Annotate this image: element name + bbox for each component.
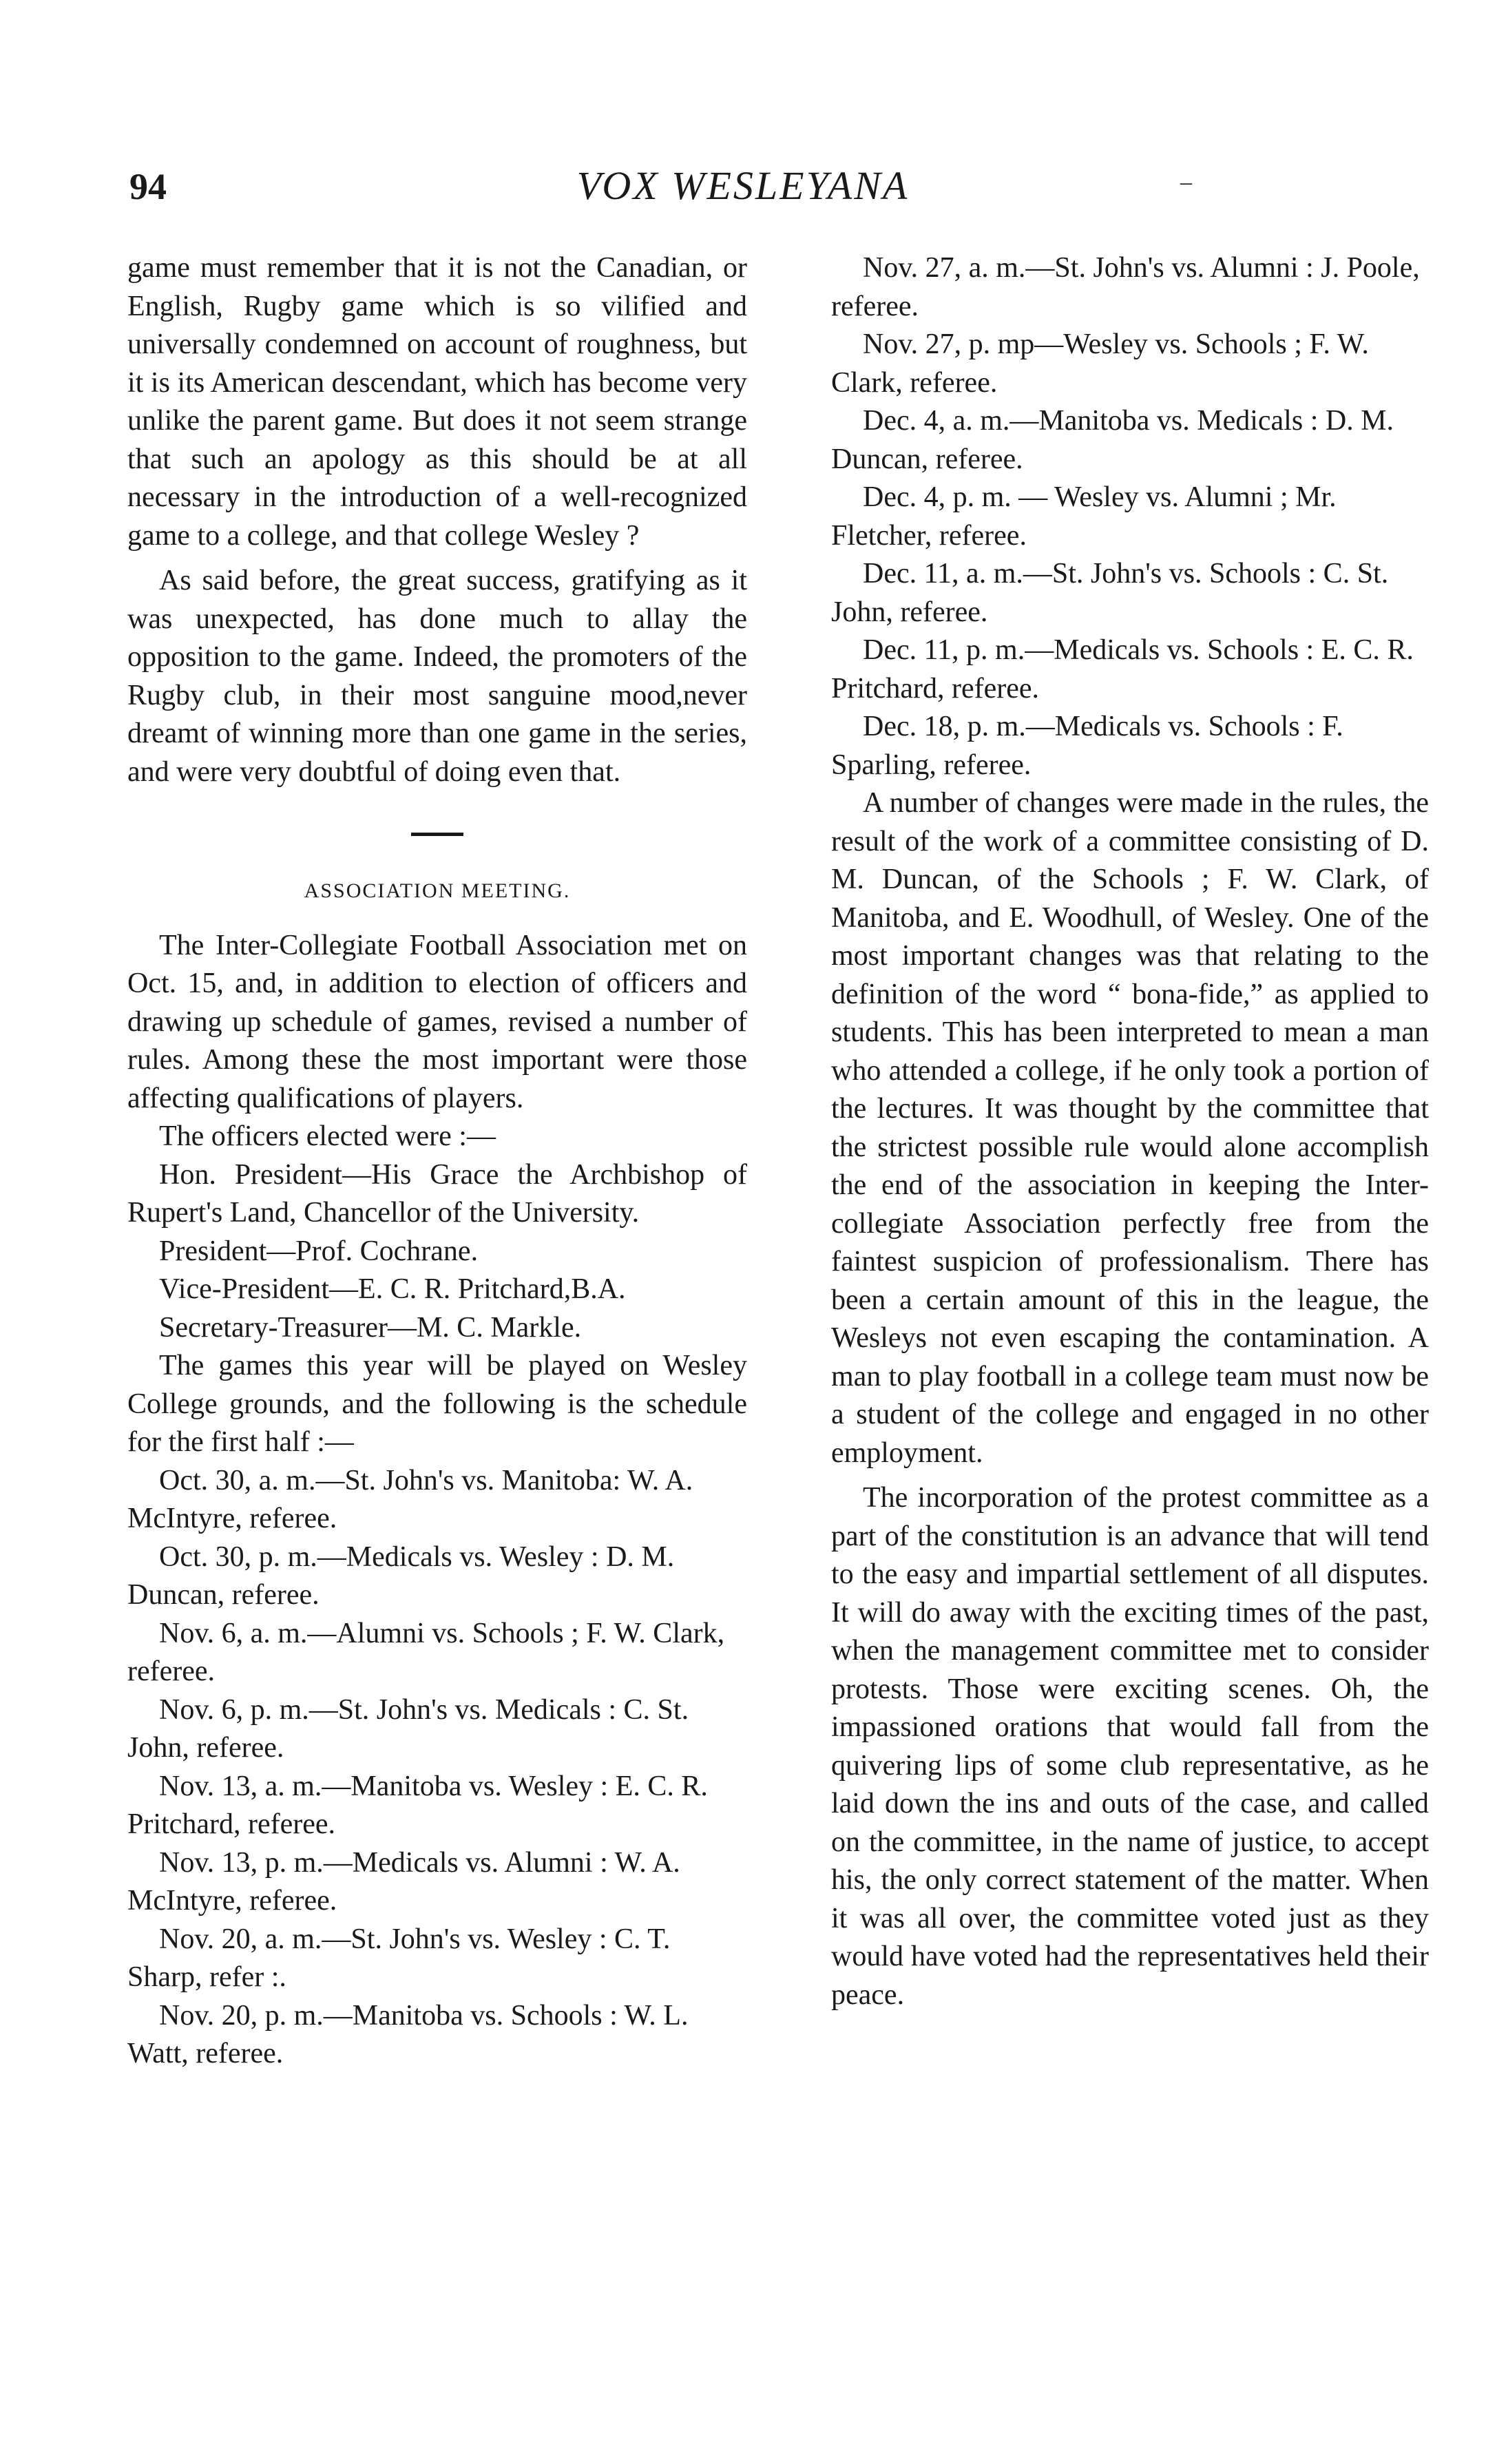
section-heading: ASSOCIATION MEETING. [304,879,571,902]
schedule-entry: Nov. 20, p. m.—Manitoba vs. Schools : W. L. Watt, referee. [127,1999,689,2069]
running-title: VOX WESLEYANA [576,163,910,208]
paragraph: The games this year will be played on Wesley College grounds, and the following is the schedule for the first half :— [127,1350,747,1458]
schedule-entry: Nov. 6, a. m.—Alumni vs. Schools ; F. W. Clark, referee. [127,1617,725,1687]
schedule-entry: Oct. 30, a. m.—St. John's vs. Manitoba: W. A. McIntyre, referee. [127,1464,693,1534]
schedule-entry: Nov. 6, p. m.—St. John's vs. Medicals : C. St. John, referee. [127,1693,689,1764]
paragraph: The incorporation of the protest committee as a part of the constitution is an advance that will tend to the easy and impartial settlement of all disputes. It will do away with the exciting times of the past, when the management committee met to consider protests. Those were exciting scenes. Oh, the impassioned orations that would fall from the quivering lips of some club representative, as he laid down the ins and outs of the case, and called on the committee, in the name of justice, to accept his, the only correct statement of the matter. When it was all over, the committee voted just as they would have voted had the representatives held their peace. [831,1482,1429,2011]
stray-mark: – [1180,169,1192,195]
paragraph: Hon. President—His Grace the Archbishop of Rupert's Land, Chancellor of the University. [127,1158,747,1229]
paragraph: Vice-President—E. C. R. Pritchard,B.A. [159,1273,626,1305]
paragraph: A number of changes were made in the rules, the result of the work of a committee consisting of D. M. Duncan, of the Schools ; F. W. Clark, of Manitoba, and E. Woodhull, of Wesley. One of the most important changes was that relating to the definition of the word “ bona-fide,” as applied to students. This has been interpreted to mean a man who attended a college, if he only took a portion of the lectures. It was thought by the committee that the strictest possible rule would alone accomplish the end of the association in keeping the Inter-collegiate Association perfectly free from the faintest suspicion of professionalism. There has been a certain amount of this in the league, the Wesleys not even escaping the contamination. A man to play football in a college team must now be a student of the college and engaged in no other employment. [831,787,1429,1469]
section-divider [411,833,463,836]
left-column [127,249,747,2074]
paragraph: Secretary-Treasurer—M. C. Markle. [159,1311,582,1344]
paragraph: The officers elected were :— [159,1120,496,1152]
schedule-entry: Nov. 13, a. m.—Manitoba vs. Wesley : E. C. R. Pritchard, referee. [127,1770,708,1840]
paragraph: As said before, the great success, gratifying as it was unexpected, has done much to allay the opposition to the game. Indeed, the promoters of the Rugby club, in their most sanguine mood,never dreamt of winning more than one game in the series, and were very doubtful of doing even that. [127,565,747,788]
schedule-entry: Nov. 20, a. m.—St. John's vs. Wesley : C. T. Sharp, refer :. [127,1923,671,1993]
schedule-entry: Dec. 11, p. m.—Medicals vs. Schools : E. C. R. Pritchard, referee. [831,634,1414,704]
right-column [831,249,1429,2014]
paragraph: game must remember that it is not the Canadian, or English, Rugby game which is so vilified and universally condemned on account of roughness, but it is its American descendant, which has become very unlike the parent game. But does it not seem strange that such an apology as this should be at all necessary in the introduction of a well-recognized game to a college, and that college Wesley ? [127,252,747,552]
page-number: 94 [129,166,167,207]
schedule-entry: Nov. 13, p. m.—Medicals vs. Alumni : W. A. McIntyre, referee. [127,1846,680,1917]
paragraph: President—Prof. Cochrane. [159,1235,479,1267]
paragraph: The Inter-Collegiate Football Association met on Oct. 15, and, in addition to election of officers and drawing up schedule of games, revised a number of rules. Among these the most important were those affecting qualifications of players. [127,929,747,1114]
schedule-entry: Dec. 4, a. m.—Manitoba vs. Medicals : D. M. Duncan, referee. [831,405,1394,475]
schedule-entry: Nov. 27, p. mp—Wesley vs. Schools ; F. W. Clark, referee. [831,328,1369,399]
schedule-entry: Dec. 4, p. m. — Wesley vs. Alumni ; Mr. Fletcher, referee. [831,481,1337,552]
schedule-entry: Nov. 27, a. m.—St. John's vs. Alumni : J. Poole, referee. [831,252,1420,322]
schedule-entry: Dec. 18, p. m.—Medicals vs. Schools : F. Sparling, referee. [831,711,1343,781]
schedule-entry: Dec. 11, a. m.—St. John's vs. Schools : C. St. John, referee. [831,558,1389,628]
schedule-entry: Oct. 30, p. m.—Medicals vs. Wesley : D. M. Duncan, referee. [127,1541,675,1611]
